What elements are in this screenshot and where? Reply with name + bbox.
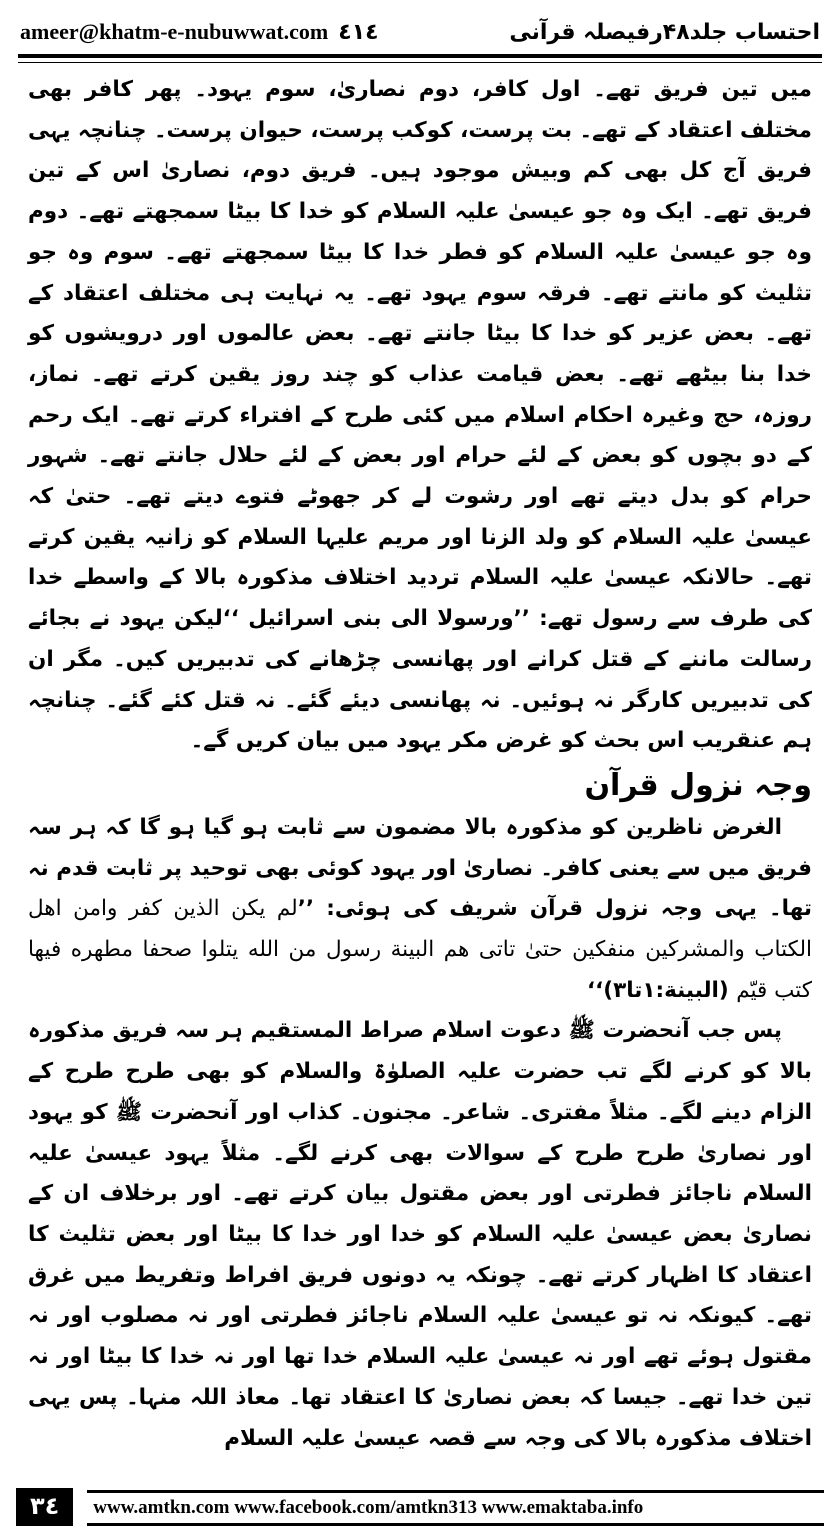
page-header xyxy=(20,14,820,50)
header-rule-thick xyxy=(18,54,822,58)
running-title: احتساب جلد۴۸رفیصلہ قرآنی xyxy=(509,19,820,45)
page-footer xyxy=(16,1474,824,1526)
footer-links[interactable]: www.amtkn.com www.facebook.com/amtkn313 www.emaktaba.info xyxy=(87,1490,824,1526)
header-left xyxy=(20,19,379,45)
body-paragraph-1: میں تین فریق تھے۔ اول کافر، دوم نصاریٰ، سوم یہود۔ پھر کافر بھی مختلف اعتقاد کے تھے۔ بت پرست، کوکب پرست، حیوان پرست۔ چنانچہ یہی فریق آج کل بھی کم وبیش موجود ہیں۔ فریق دوم، نصاریٰ اس کے تین فریق تھے۔ ایک وہ جو عیسیٰ علیہ السلام کو خدا کا بیٹا سمجھتے تھے۔ دوم وہ جو عیسیٰ علیہ السلام کو فطر خدا کا بیٹا سمجھتے تھے۔ سوم وہ جو تثلیث کو مانتے تھے۔ فرقہ سوم یہود تھے۔ یہ نہایت ہی مختلف اعتقاد کے تھے۔ بعض عزیر کو خدا کا بیٹا جانتے تھے۔ بعض عالموں اور درویشوں کو خدا بنا بیٹھے تھے۔ بعض قیامت عذاب کو چند روز یقین کرتے تھے۔ نماز، روزہ، حج وغیرہ احکام اسلام میں کئی طرح کے افتراء کرتے تھے۔ ایک رحم کے دو بچوں کو بعض کے لئے حرام اور بعض کے لئے حلال جانتے تھے۔ شہور حرام کو بدل دیتے تھے اور رشوت لے کر جھوٹے فتوے دیتے تھے۔ حتیٰ کہ عیسیٰ علیہ السلام کو ولد الزنا اور مریم علیہا السلام کو زانیہ یقین کرتے تھے۔ حالانکہ عیسیٰ علیہ السلام تردید اختلاف مذکورہ بالا کے واسطے خدا کی طرف سے رسول تھے: ’’ورسولا الی بنی اسرائیل ‘‘لیکن یہود نے بجائے رسالت ماننے کے قتل کرانے اور پھانسی چڑھانے کی تدبیریں کیں۔ مگر ان کی تدبیریں کارگر نہ ہوئیں۔ نہ پھانسی دیئے گئے۔ نہ قتل کئے گئے۔ چنانچہ ہم عنقریب اس بحث کو غرض مکر یہود میں بیان کریں گے۔ xyxy=(28,77,812,754)
body-paragraph-3: پس جب آنحضرت ﷺ دعوت اسلام صراط المستقیم ہر سہ فریق مذکورہ بالا کو کرنے لگے تب حضرت علیہ الصلوٰۃ والسلام کو بھی طرح طرح کے الزام دینے لگے۔ مثلاً مفتری۔ شاعر۔ مجنون۔ کذاب اور آنحضرت ﷺ کو یہود اور نصاریٰ طرح طرح کے سوالات بھی کرنے لگے۔ مثلاً یہود عیسیٰ علیہ السلام ناجائز فطرتی اور بعض مقتول بیان کرتے تھے۔ اور برخلاف ان کے نصاریٰ بعض عیسیٰ علیہ السلام کو خدا اور خدا کا بیٹا اور بعض تثلیث کا اعتقاد کا اظہار کرتے تھے۔ چونکہ یہ دونوں فریق افراط وتفریط میں غرق تھے۔ کیونکہ نہ تو عیسیٰ علیہ السلام ناجائز فطرتی اور نہ مصلوب اور نہ مقتول ہوئے تھے اور نہ عیسیٰ علیہ السلام خدا تھا اور نہ خدا کا بیٹا اور نہ تین خدا تھے۔ جیسا کہ بعض نصاریٰ کا اعتقاد تھا۔ معاذ اللہ منہا۔ پس یہی اختلاف مذکورہ بالا کی وجہ سے قصہ عیسیٰ علیہ السلام xyxy=(28,1018,812,1451)
page-body xyxy=(28,70,812,1450)
para2-intro: الغرض ناظرین کو مذکورہ بالا مضمون سے ثابت ہو گیا ہو گا کہ ہر سہ فریق میں سے یعنی کافر۔ نصاریٰ اور یہود کوئی بھی توحید پر ثابت قدم نہ تھا۔ یہی وجہ نزول قرآن شریف کی ہوئی: ’’ xyxy=(28,814,812,922)
section-heading: وجہ نزول قرآن xyxy=(584,767,812,803)
footer-page-number: ٣٤ xyxy=(16,1488,73,1526)
body-paragraph-2 xyxy=(28,808,812,1012)
header-email[interactable]: ameer@khatm-e-nubuwwat.com xyxy=(20,19,329,44)
quote-reference: (البینة:۱تا۳)‘‘ xyxy=(586,977,729,1003)
arabic-quote: لم یکن الذین کفر وامن اهل الکتاب والمشرکین منفکین حتیٰ تاتی هم البینة رسول من الله یتلوا صحفا مطهره فیها کتب قیّم xyxy=(28,896,812,1003)
header-rule-thin xyxy=(18,62,822,63)
header-page-number: ٤١٤ xyxy=(338,19,379,45)
